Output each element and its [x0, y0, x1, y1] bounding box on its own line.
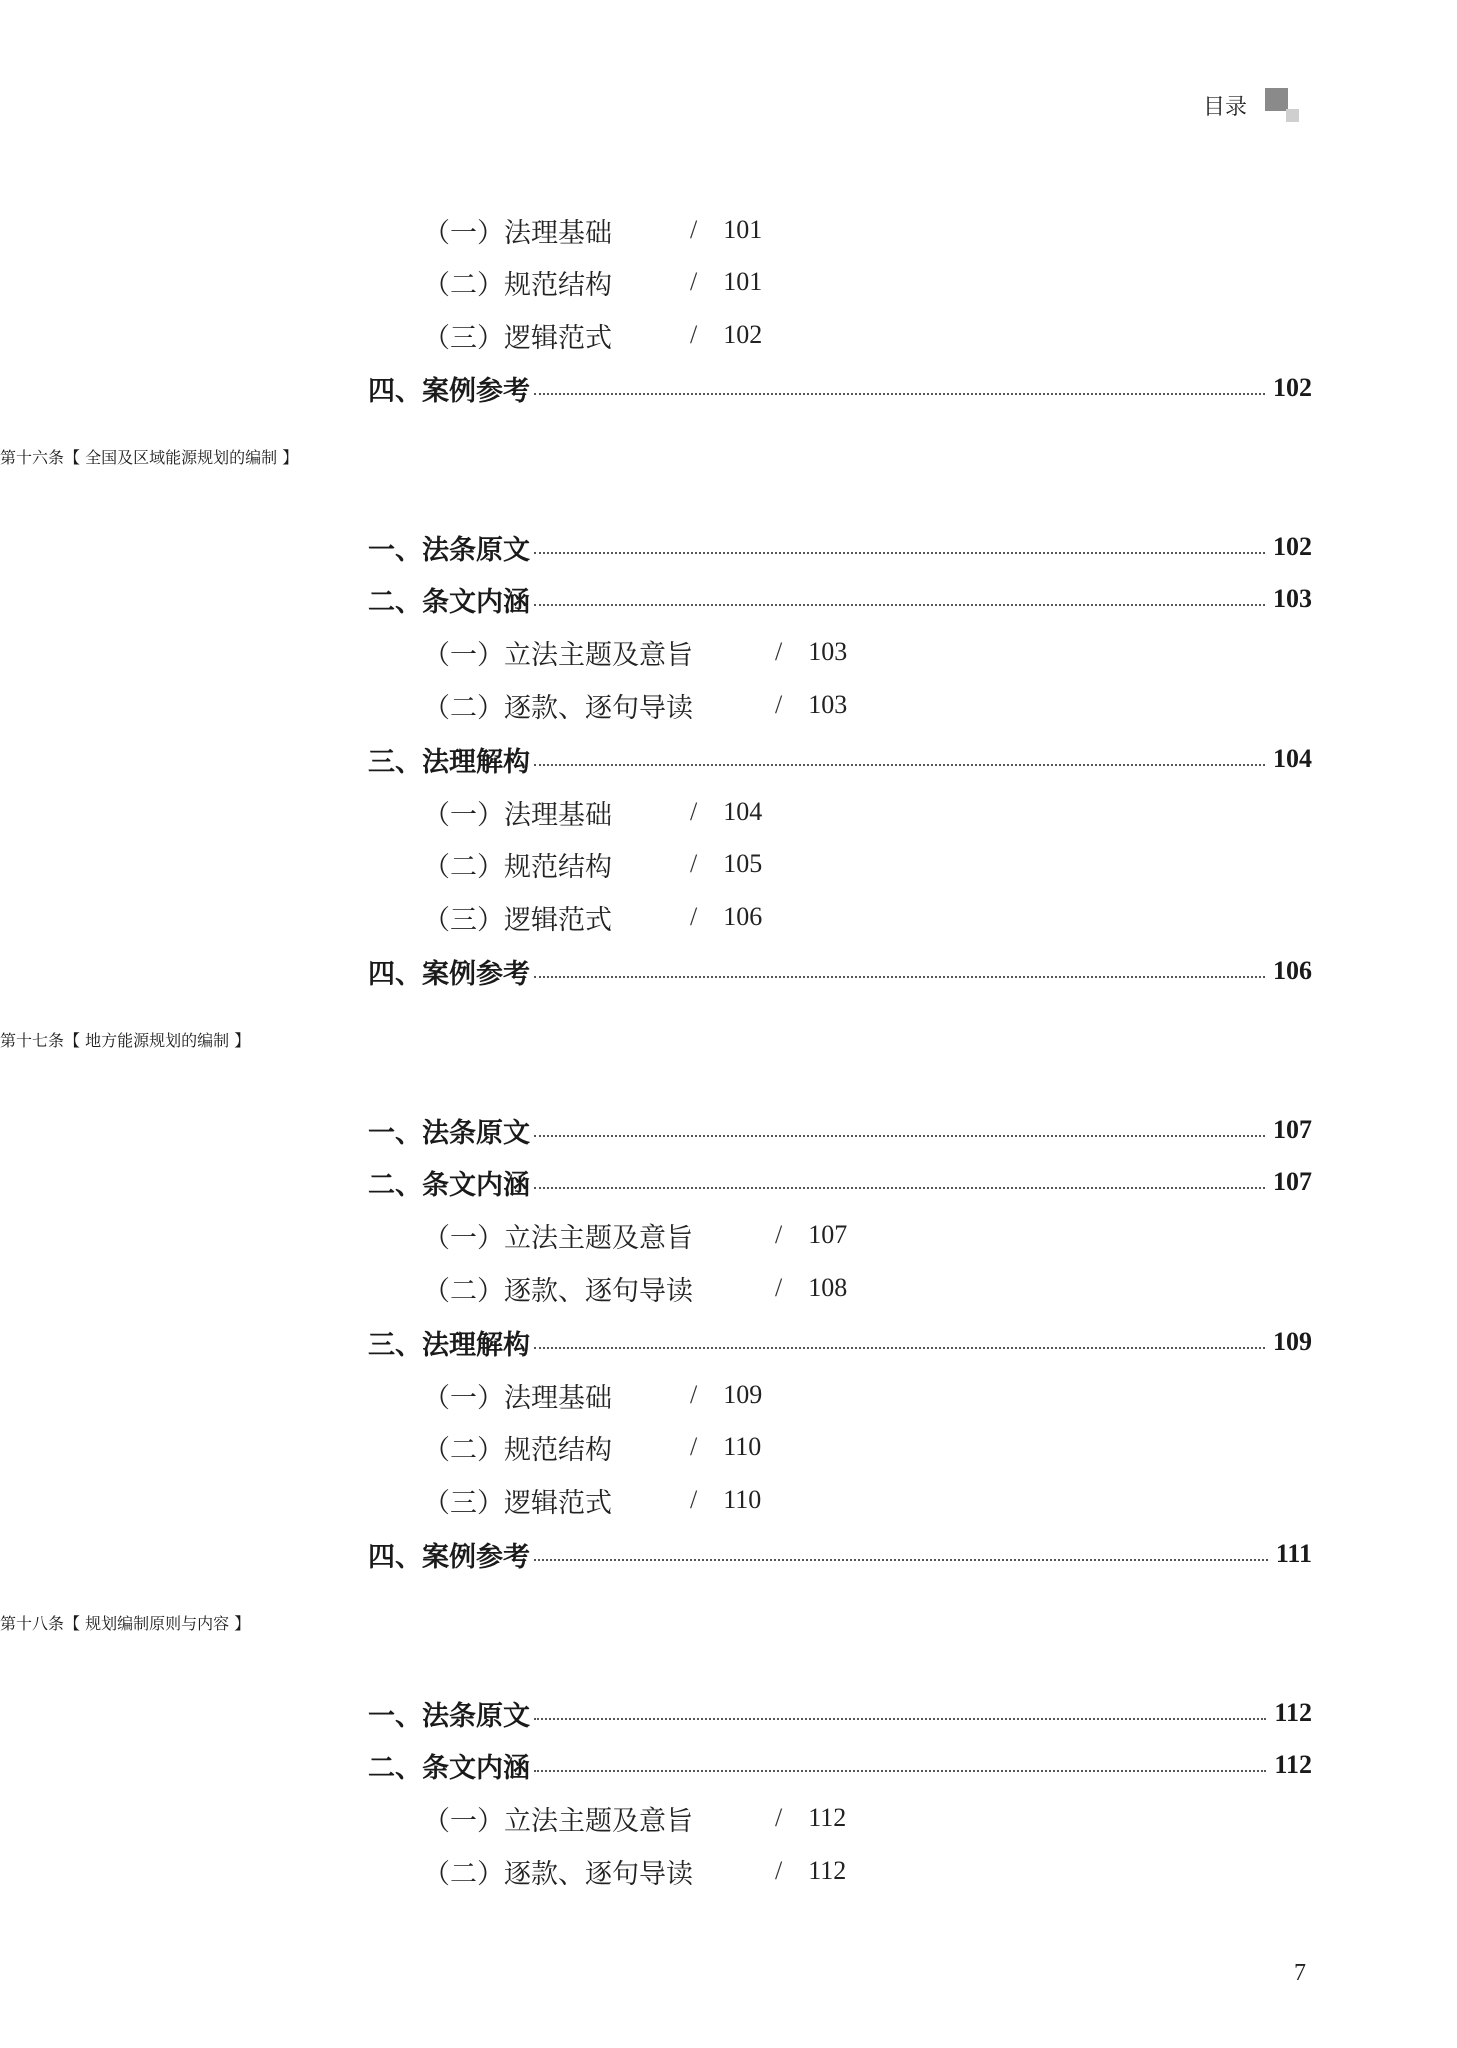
toc-main-entry[interactable]	[368, 1320, 1312, 1364]
dot-leader	[534, 1347, 1265, 1349]
toc-entry-label: （一）立法主题及意旨	[423, 1805, 693, 1837]
toc-entry-page: 106	[1273, 956, 1312, 985]
toc-entry-label: （三）逻辑范式	[423, 322, 612, 354]
toc-entry-page: 107	[1273, 1115, 1312, 1144]
toc-entry-label: （一）法理基础	[423, 217, 612, 249]
toc-entry-label: （一）立法主题及意旨	[423, 639, 693, 671]
toc-sub-entry[interactable]	[423, 313, 1457, 357]
toc-entry-label: 三、法理解构	[368, 746, 530, 778]
toc-entry-label: （二）规范结构	[423, 1434, 612, 1466]
article-heading	[0, 1611, 1457, 1665]
toc-entry-page: 102	[1273, 373, 1312, 402]
separator: /	[775, 1220, 783, 1249]
page-number: 7	[1294, 1960, 1306, 1986]
separator: /	[775, 690, 783, 719]
article-heading	[0, 445, 1457, 499]
article-title: 【 地方能源规划的编制 】	[64, 1031, 251, 1050]
running-header-title: 目录	[1203, 95, 1248, 120]
toc-entry-page: 109	[1273, 1327, 1312, 1356]
dot-leader	[534, 1770, 1266, 1772]
separator: /	[690, 849, 698, 878]
separator: /	[690, 1485, 698, 1514]
toc-entry-page: 108	[808, 1273, 848, 1302]
toc-entry-label: （一）法理基础	[423, 799, 612, 831]
dot-leader	[534, 764, 1265, 766]
toc-sub-entry[interactable]	[423, 895, 1457, 939]
toc-entry-label: 三、法理解构	[368, 1329, 530, 1361]
dot-leader	[534, 552, 1265, 554]
toc-entry-page: 106	[723, 902, 763, 931]
toc-entry-label: 四、案例参考	[368, 958, 530, 990]
article-number-badge: 第十八条	[0, 1614, 65, 1633]
toc-main-entry[interactable]	[368, 1743, 1312, 1787]
dot-leader	[534, 393, 1265, 395]
toc-entry-label: （三）逻辑范式	[423, 1487, 612, 1519]
toc-entry-page: 107	[1273, 1167, 1312, 1196]
separator: /	[690, 902, 698, 931]
toc-entry-page: 103	[808, 690, 848, 719]
toc-entry-label: 二、条文内涵	[368, 586, 530, 618]
toc-entry-label: 一、法条原文	[368, 1117, 530, 1149]
toc-entry-label: 一、法条原文	[368, 534, 530, 566]
toc-entry-page: 104	[723, 797, 763, 826]
toc-sub-entry[interactable]	[423, 1266, 1457, 1310]
separator: /	[690, 1432, 698, 1461]
toc-entry-page: 112	[1274, 1750, 1312, 1779]
toc-entry-page: 102	[723, 320, 763, 349]
article-title: 【 全国及区域能源规划的编制 】	[64, 448, 299, 467]
separator: /	[690, 1380, 698, 1409]
toc-entry-page: 101	[723, 215, 763, 244]
toc-main-entry[interactable]	[368, 366, 1312, 410]
dot-leader	[534, 1718, 1266, 1720]
toc-entry-page: 110	[723, 1432, 762, 1461]
toc-sub-entry[interactable]	[423, 1213, 1457, 1257]
toc-main-entry[interactable]	[368, 1160, 1312, 1204]
toc-main-entry[interactable]	[368, 577, 1312, 621]
toc-entry-page: 110	[723, 1485, 762, 1514]
separator: /	[690, 267, 698, 296]
toc-main-entry[interactable]	[368, 525, 1312, 569]
article-heading	[0, 1028, 1457, 1082]
separator: /	[775, 637, 783, 666]
toc-sub-entry[interactable]	[423, 683, 1457, 727]
toc-entry-page: 105	[723, 849, 763, 878]
toc-entry-label: （三）逻辑范式	[423, 904, 612, 936]
article-number-badge: 第十七条	[0, 1031, 65, 1050]
toc-main-entry[interactable]	[368, 949, 1312, 993]
toc-entry-label: 四、案例参考	[368, 1541, 530, 1573]
toc-sub-entry[interactable]	[423, 1478, 1457, 1522]
toc-sub-entry[interactable]	[423, 1425, 1457, 1469]
corner-squares-icon	[1265, 88, 1299, 122]
toc-main-entry[interactable]	[368, 1108, 1312, 1152]
toc-entry-label: 四、案例参考	[368, 375, 530, 407]
toc-entry-page: 101	[723, 267, 763, 296]
toc-entry-page: 109	[723, 1380, 763, 1409]
toc-entry-label: 二、条文内涵	[368, 1752, 530, 1784]
toc-entry-page: 102	[1273, 532, 1312, 561]
separator: /	[775, 1856, 783, 1885]
toc-sub-entry[interactable]	[423, 790, 1457, 834]
toc-entry-label: （二）逐款、逐句导读	[423, 692, 693, 724]
toc-entry-label: 二、条文内涵	[368, 1169, 530, 1201]
dot-leader	[534, 976, 1265, 978]
toc-sub-entry[interactable]	[423, 630, 1457, 674]
toc-entry-page: 103	[1273, 584, 1312, 613]
toc-entry-page: 103	[808, 637, 848, 666]
toc-main-entry[interactable]	[368, 1691, 1312, 1735]
separator: /	[775, 1273, 783, 1302]
toc-main-entry[interactable]	[368, 1532, 1312, 1576]
dot-leader	[534, 1187, 1265, 1189]
toc-sub-entry[interactable]	[423, 208, 1457, 252]
toc-entry-label: （一）法理基础	[423, 1382, 612, 1414]
toc-entry-page: 112	[808, 1856, 847, 1885]
toc-entry-label: （二）逐款、逐句导读	[423, 1858, 693, 1890]
toc-entry-page: 107	[808, 1220, 848, 1249]
separator: /	[690, 320, 698, 349]
toc-entry-page: 111	[1275, 1539, 1312, 1568]
toc-entry-page: 112	[808, 1803, 847, 1832]
separator: /	[690, 215, 698, 244]
toc-entry-label: 一、法条原文	[368, 1700, 530, 1732]
toc-entry-label: （一）立法主题及意旨	[423, 1222, 693, 1254]
toc-sub-entry[interactable]	[423, 1796, 1457, 1840]
toc-main-entry[interactable]	[368, 737, 1312, 781]
separator: /	[775, 1803, 783, 1832]
article-title: 【 规划编制原则与内容 】	[64, 1614, 251, 1633]
article-number-badge: 第十六条	[0, 448, 65, 467]
toc-entry-page: 112	[1274, 1698, 1312, 1727]
toc-sub-entry[interactable]	[423, 1373, 1457, 1417]
dot-leader	[534, 1135, 1265, 1137]
toc-entry-label: （二）规范结构	[423, 269, 612, 301]
toc-sub-entry[interactable]	[423, 1849, 1457, 1893]
dot-leader	[534, 1559, 1268, 1561]
dot-leader	[534, 604, 1265, 606]
toc-sub-entry[interactable]	[423, 260, 1457, 304]
toc-entry-label: （二）规范结构	[423, 851, 612, 883]
toc-entry-label: （二）逐款、逐句导读	[423, 1275, 693, 1307]
toc-sub-entry[interactable]	[423, 842, 1457, 886]
separator: /	[690, 797, 698, 826]
toc-entry-page: 104	[1273, 744, 1312, 773]
